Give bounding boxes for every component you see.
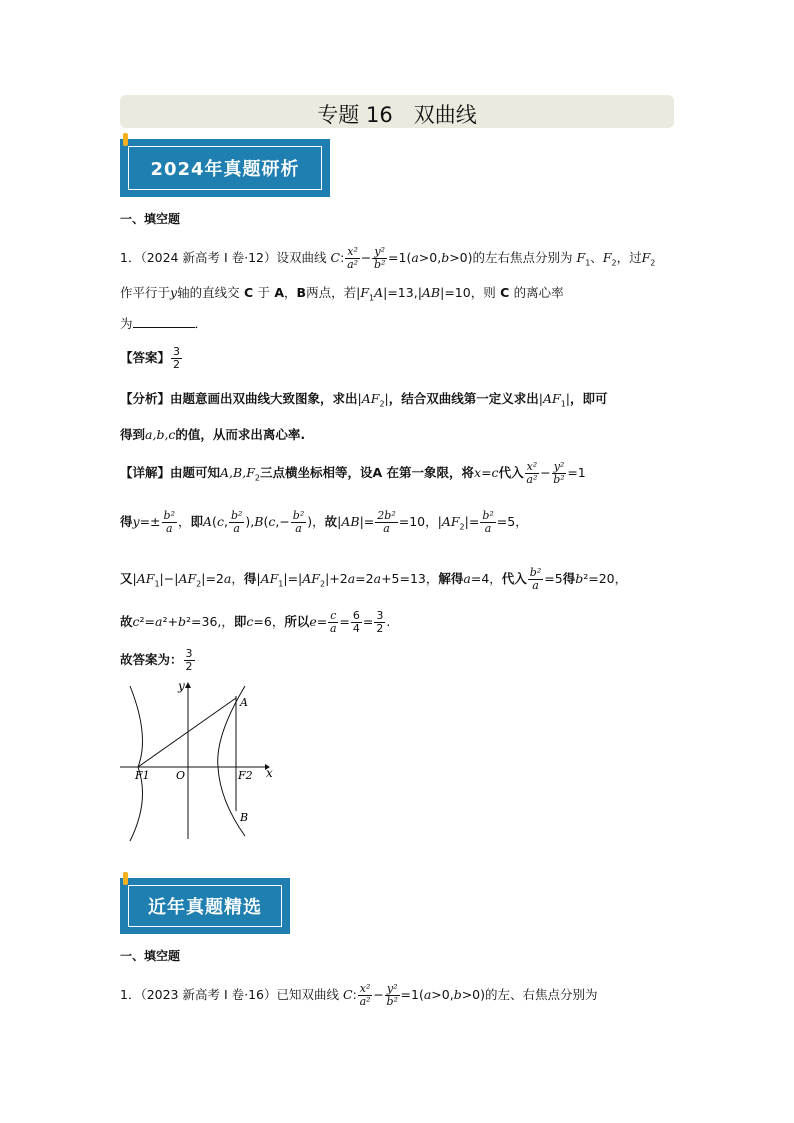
line-F1A (138, 698, 236, 767)
hyperbola-figure (120, 676, 280, 844)
section-heading: 一、填空题 (120, 212, 181, 226)
label-x: x (266, 766, 273, 780)
section-banner-2024 (120, 139, 330, 197)
label-F1: F1 (135, 769, 150, 782)
q1-line3: 为 ． (120, 316, 208, 331)
label-F2: F2 (238, 769, 253, 782)
hyperbola-left-branch (130, 686, 143, 841)
banner-tab (123, 133, 128, 146)
q1-line2: 作平行于y轴的直线交 C 于 A，B两点，若$|F_1A|=13,|AB|=10$，则 C 的离心率 (120, 285, 564, 303)
detail-line2: 得y=± $\frac{\text{b²}}{a}$ ，即A(c, $\frac{\text{b²}}{a}$ ),B(c,− $\frac{\text{b²}}{a}$ )，故|AB|= $\frac{\text{2b²}}{a}$ =10，$|AF_2|=$ $\frac{\text{b²}}{a}$ =5， (120, 509, 528, 535)
detail-line4: 故c²=a²+b²=36,，即c=6，所以e= $\frac{c}{a}$ = $\frac{6}{4}$ = $\frac{3}{2}$ . (120, 609, 391, 635)
q1-line1: 1．（2024 新高考 I 卷·12）设双曲线 C: $\frac{\text{x²}}{\text{a²}}$ − $\frac{\text{y²}}{\text{b²}}$ =1(a>0,b>0)的左右焦点分别为 $F_1$、$F_2$，过$F_2$ (120, 245, 656, 271)
final-answer: 故答案为： $\frac{3}{2}$ (120, 647, 193, 673)
page-title: 专题 16 双曲线 (317, 103, 477, 127)
q2-line1: 1．（2023 新高考 I 卷·16）已知双曲线 C: $\frac{\text{x²}}{\text{a²}}$ − $\frac{\text{y²}}{\text{b²}}$ =1(a>0,b>0)的左、右焦点分别为 (120, 982, 598, 1008)
banner-label: 2024年真题研析 (150, 159, 300, 180)
answer-blank (133, 315, 195, 328)
label-A: A (240, 696, 248, 709)
label-y: y (178, 679, 185, 693)
banner-tab (123, 872, 128, 885)
answer-line: 【答案】 $\frac{3}{2}$ (120, 345, 181, 371)
section-heading: 一、填空题 (120, 949, 181, 963)
detail-line3: 又$|AF_1|-|AF_2|=2a$，得$|AF_1|=|AF_2|+2a=2a+5=13$，解得a=4，代入 $\frac{\text{b²}}{a}$ =5得b²=20， (120, 566, 628, 592)
analysis-line2: 得到a,b,c的值，从而求出离心率. (120, 427, 306, 442)
section-banner-recent (120, 878, 290, 934)
label-O: O (176, 769, 186, 782)
label-B: B (240, 811, 249, 824)
y-arrow (185, 682, 191, 688)
analysis-line1: 【分析】由题意画出双曲线大致图象，求出$|AF_2|$，结合双曲线第一定义求出$|AF_1|$，即可 (120, 391, 608, 409)
banner-label: 近年真题精选 (148, 897, 262, 918)
detail-line1: 【详解】由题可知$A,B,F_2$三点横坐标相等，设A 在第一象限，将x=c代入 $\frac{\text{x²}}{\text{a²}}$ − $\frac{\text{y²}}{\text{b²}}$ =1 (120, 460, 586, 486)
